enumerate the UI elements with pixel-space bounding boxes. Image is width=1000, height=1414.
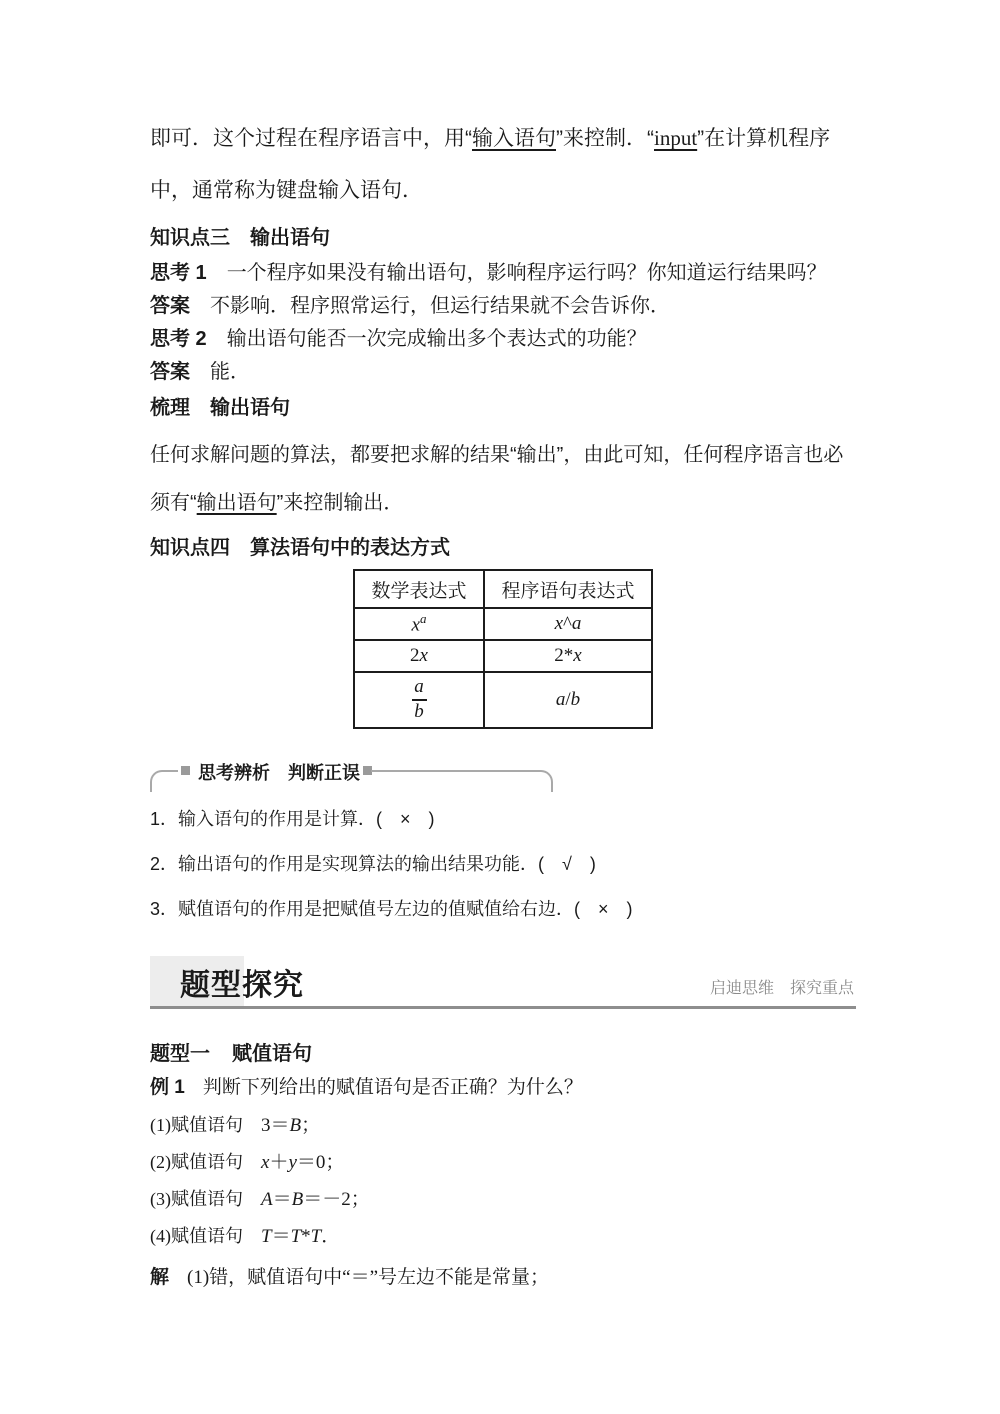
judge-item-2: 2．输出语句的作用是实现算法的输出结果功能．( √ ) [150, 854, 596, 874]
think-text: 一个程序如果没有输出语句，影响程序运行吗？你知道运行结果吗？ [226, 262, 827, 284]
expression-table [353, 569, 653, 729]
answer-text: 不影响．程序照常运行，但运行结果就不会告诉你． [210, 295, 670, 317]
intro-paragraph [150, 112, 856, 217]
shuli-text-1: 任何求解问题的算法，都要把求解的结果“输出”，由此可知，任何程序语言也必须有“ [150, 444, 844, 514]
program-expression-power: x^a [484, 608, 652, 640]
table-row [354, 640, 652, 672]
math-expression-power: $x^a$ [354, 608, 484, 640]
answer-label: 答案 [150, 295, 190, 317]
solution-label: 解 [150, 1267, 170, 1288]
bianxi-title: 思考辨析 判断正误 [198, 763, 360, 783]
qa-block [150, 257, 856, 389]
table-header-program: 程序语句表达式 [484, 570, 652, 608]
bianxi-items [150, 797, 856, 932]
shuli-text-2: ”来控制输出． [276, 492, 404, 514]
page-content [150, 0, 856, 1294]
judge-item-3: 3．赋值语句的作用是把赋值号左边的值赋值给右边．( × ) [150, 899, 633, 919]
shuli-heading [150, 393, 856, 423]
square-bullet-icon [181, 766, 190, 775]
table-header-math: 数学表达式 [354, 570, 484, 608]
table-header-row [354, 570, 652, 608]
judge-item-1: 1．输入语句的作用是计算．( × ) [150, 809, 435, 829]
answer-text: 能． [210, 361, 250, 383]
assignment-item-2: (2)赋值语句 x＋y＝0； [150, 1152, 345, 1173]
qa-think-2 [150, 323, 856, 356]
shuli-paragraph [150, 431, 856, 527]
think-text: 输出语句能否一次完成输出多个表达式的功能？ [226, 328, 647, 350]
qa-think-1 [150, 257, 856, 290]
shuli-title: 输出语句 [210, 397, 290, 419]
underlined-term-input-statement: 输入语句 [472, 127, 556, 150]
example-question-text: 判断下列给出的赋值语句是否正确？为什么？ [202, 1077, 583, 1098]
topic-title: 赋值语句 [232, 1043, 312, 1065]
qa-answer-2 [150, 356, 856, 389]
example-1-question [150, 1071, 856, 1105]
knowledge-point-3-heading: 知识点三 输出语句 [150, 227, 330, 249]
think-label: 思考 1 [150, 262, 207, 284]
assignment-item-4: (4)赋值语句 T＝T*T． [150, 1226, 341, 1247]
topic-label: 题型一 [150, 1043, 210, 1065]
program-expression-multiply: 2*x [484, 640, 652, 672]
solution-text: (1)错，赋值语句中“＝”号左边不能是常量； [187, 1267, 550, 1288]
solution-line [150, 1261, 856, 1294]
program-expression-division: a/b [484, 672, 652, 728]
bianxi-header [150, 757, 856, 791]
bracket-left-decoration [150, 770, 178, 792]
table-row [354, 608, 652, 640]
underlined-term-output-statement: 输出语句 [196, 492, 277, 514]
intro-text-2: ”来控制．“ [556, 127, 654, 150]
assignment-item-3: (3)赋值语句 A＝B＝－2； [150, 1189, 370, 1210]
section-banner [150, 956, 856, 1009]
bracket-right-decoration [371, 770, 553, 792]
math-expression-fraction: $\frac{a}{b}$ [354, 672, 484, 728]
math-expression-multiply: 2x [354, 640, 484, 672]
section-subtitle: 启迪思维 探究重点 [709, 980, 854, 997]
section-title: 题型探究 [180, 969, 304, 1002]
intro-text-3: ”在计算机程序中，通常称为键盘输入语句． [150, 127, 831, 202]
knowledge-point-4-heading: 知识点四 算法语句中的表达方式 [150, 537, 450, 559]
think-label: 思考 2 [150, 328, 207, 350]
answer-label: 答案 [150, 361, 190, 383]
qa-answer-1 [150, 290, 856, 323]
underlined-term-input-keyword: input [654, 126, 698, 150]
table-row [354, 672, 652, 728]
topic-1-heading [150, 1039, 856, 1069]
example-items [150, 1107, 856, 1255]
example-label: 例 1 [150, 1077, 185, 1098]
assignment-item-1: (1)赋值语句 3＝B； [150, 1115, 321, 1136]
shuli-label: 梳理 [150, 397, 190, 419]
intro-text-1: 即可．这个过程在程序语言中，用“ [150, 127, 472, 150]
